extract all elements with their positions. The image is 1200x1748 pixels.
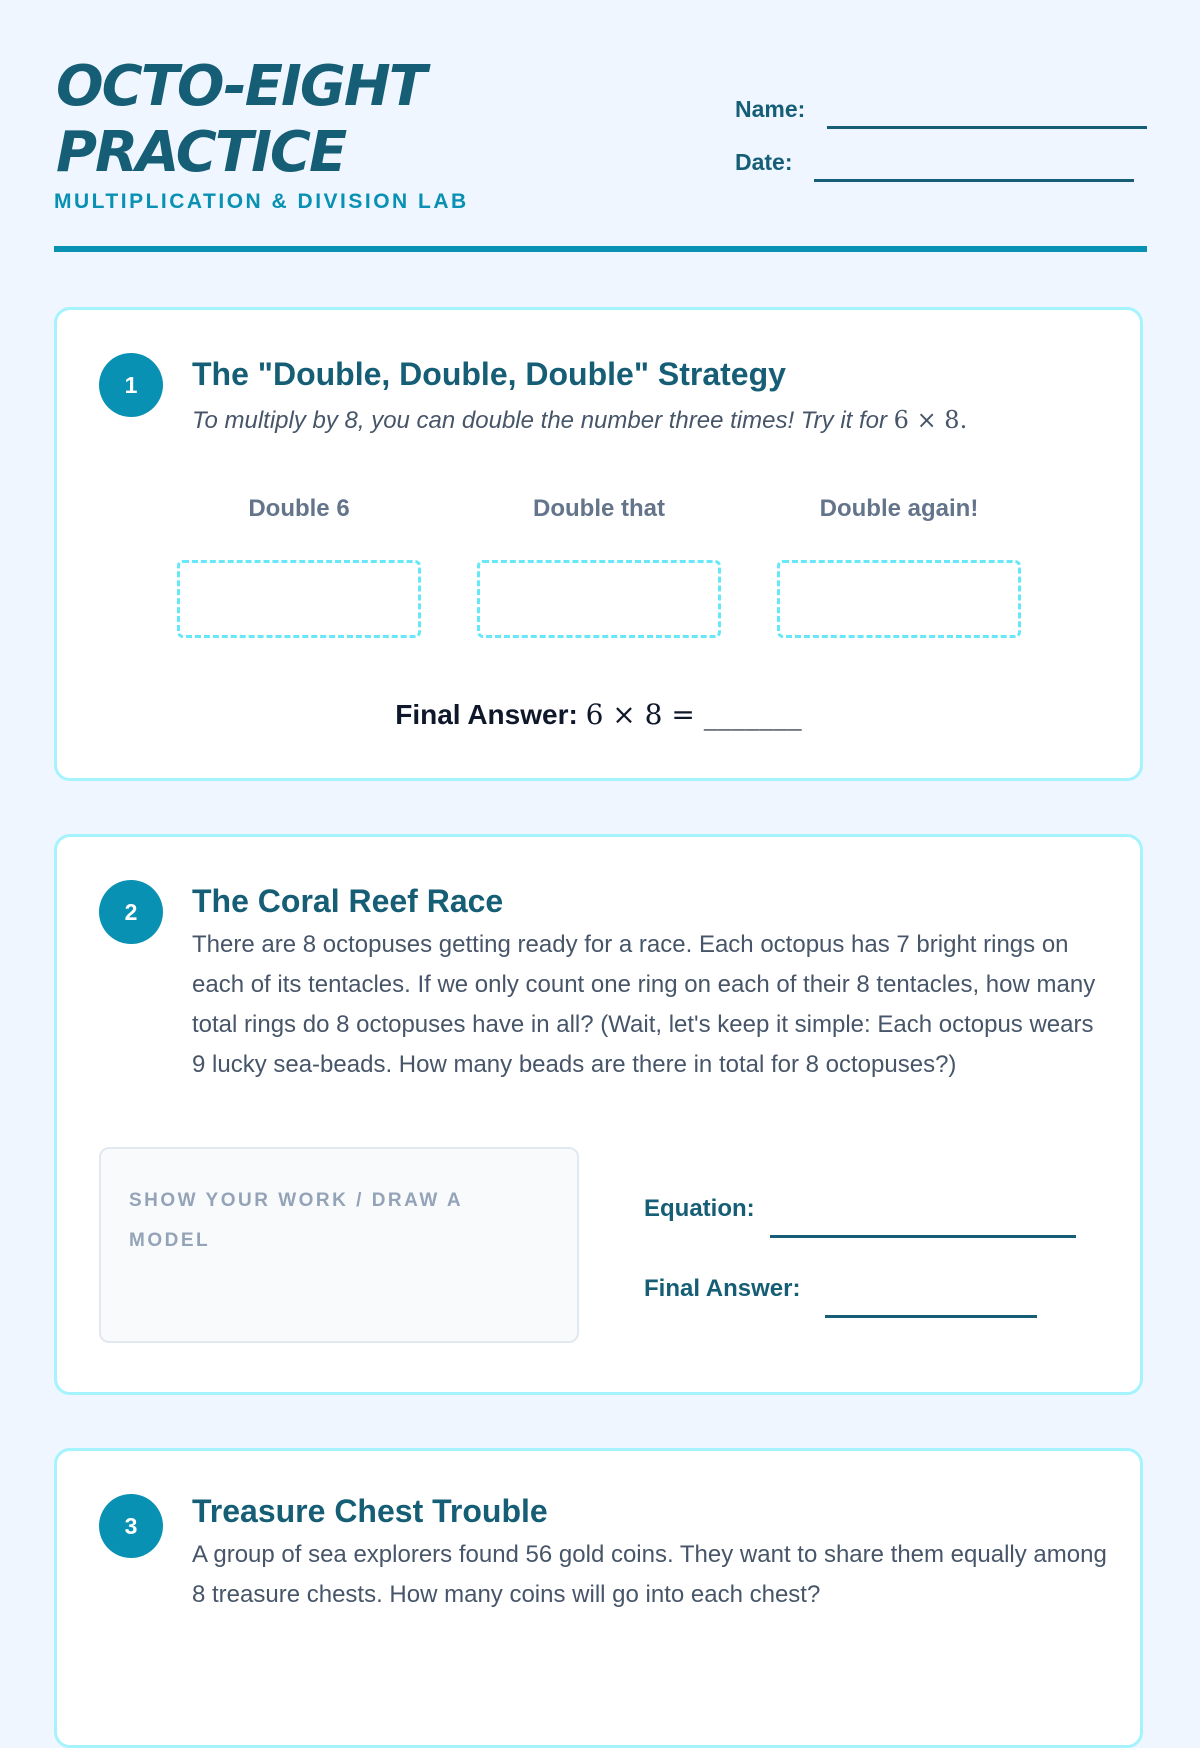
final-answer-field[interactable] xyxy=(825,1315,1037,1318)
final-answer-label: Final Answer: xyxy=(395,699,578,730)
date-field[interactable] xyxy=(814,179,1134,182)
equation-field[interactable] xyxy=(770,1235,1076,1238)
problem-title: The Coral Reef Race xyxy=(192,883,504,919)
problem-description xyxy=(192,400,967,441)
step-answer-box-1[interactable] xyxy=(177,560,421,638)
problem-number-badge: 1 xyxy=(99,353,163,417)
step-answer-box-2[interactable] xyxy=(477,560,721,638)
problem-number-badge: 3 xyxy=(99,1494,163,1558)
final-answer-equation[interactable]: 6 × 8 = _______ xyxy=(585,698,802,731)
problem-card-3 xyxy=(54,1448,1143,1748)
description-math: 6 × 8. xyxy=(893,406,968,434)
problem-card-1 xyxy=(54,307,1143,781)
page-title: OCTO-EIGHT PRACTICE xyxy=(56,54,425,185)
problem-title: The "Double, Double, Double" Strategy xyxy=(192,356,786,392)
step-label-1: Double 6 xyxy=(248,495,350,522)
date-label: Date: xyxy=(735,149,793,175)
problem-number-badge: 2 xyxy=(99,880,163,944)
problem-description: A group of sea explorers found 56 gold coins. They want to share them equally among 8 treasure chests. How many coins will go into each chest? xyxy=(192,1541,1107,1608)
step-label-3: Double again! xyxy=(819,495,979,522)
final-answer-row xyxy=(57,698,1140,731)
name-label: Name: xyxy=(735,96,806,122)
problem-title: Treasure Chest Trouble xyxy=(192,1493,548,1529)
equation-label: Equation: xyxy=(644,1195,755,1222)
header-divider xyxy=(54,246,1147,252)
work-area[interactable]: SHOW YOUR WORK / DRAW A MODEL xyxy=(99,1147,579,1343)
name-field[interactable] xyxy=(827,126,1147,129)
description-text: To multiply by 8, you can double the number three times! Try it for xyxy=(192,407,894,434)
final-answer-label: Final Answer: xyxy=(644,1275,801,1302)
problem-description: There are 8 octopuses getting ready for a race. Each octopus has 7 bright rings on each of its tentacles. If we only count one ring on each of their 8 tentacles, how many total rings do 8 octopuses have in all? (Wait, let's keep it simple: Each octopus wears 9 lucky sea-beads. How many beads are there in total for 8 octopuses?) xyxy=(192,931,1096,1078)
page-subtitle: MULTIPLICATION & DIVISION LAB xyxy=(54,190,469,213)
step-label-2: Double that xyxy=(533,495,665,522)
step-answer-box-3[interactable] xyxy=(777,560,1021,638)
problem-card-2 xyxy=(54,834,1143,1395)
